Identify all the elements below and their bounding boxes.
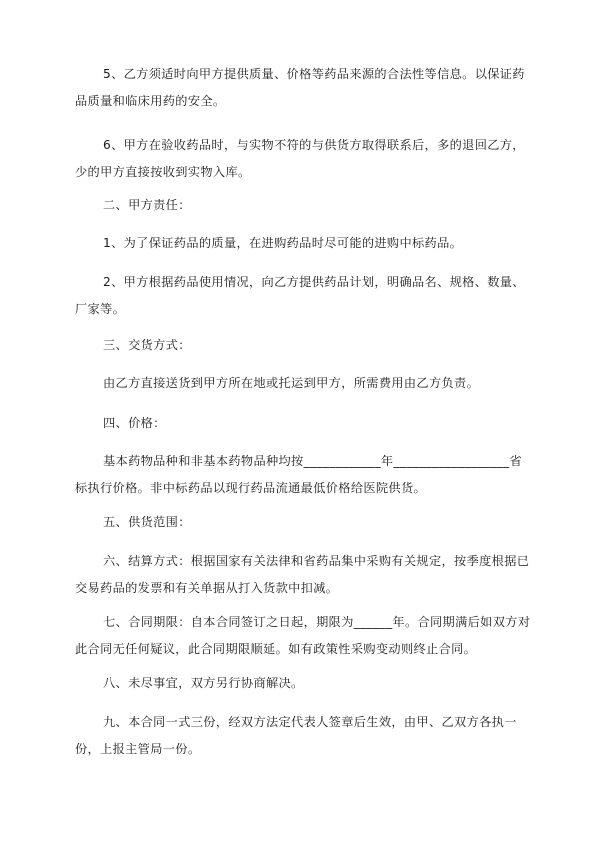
- clause-6-inspection: 6、甲方在验收药品时，与实物不符的与供货方取得联系后，多的退回乙方，少的甲方直接按收到实物入库。: [75, 138, 525, 179]
- section-heading-party-a-duties: 二、甲方责任：: [103, 198, 191, 212]
- clause-copies: 九、本合同一式三份，经双方法定代表人签章后生效，由甲、乙双方各执一份，上报主管局一份。: [75, 715, 517, 756]
- clause-contract-term: 七、合同期限：自本合同签订之日起，期限为______年。合同期满后如双方对此合同无任何疑议，此合同期限顺延。如有政策性采购变动则终止合同。: [75, 615, 531, 656]
- clause-price: 基本药物品种和非基本药物品种均按____________年__________________省标执行价格。非中标药品以现行药品流通最低价格给医院供货。: [75, 454, 522, 495]
- section-heading-supply-scope: 五、供货范围：: [103, 515, 191, 529]
- clause-unresolved-matters: 八、未尽事宜，双方另行协商解决。: [103, 676, 304, 690]
- clause-delivery-method: 由乙方直接送货到甲方所在地或托运到甲方，所需费用由乙方负责。: [103, 376, 480, 390]
- clause-5-supplier-info: 5、乙方须适时向甲方提供质量、价格等药品来源的合法性等信息。以保证药品质量和临床用药的安全。: [75, 67, 525, 108]
- clause-a2-plan: 2、甲方根据药品使用情况，向乙方提供药品计划，明确品名、规格、数量、厂家等。: [75, 275, 525, 316]
- section-heading-delivery: 三、交货方式：: [103, 338, 191, 352]
- section-heading-price: 四、价格：: [103, 416, 166, 430]
- clause-settlement: 六、结算方式：根据国家有关法律和省药品集中采购有关规定，按季度根据已交易药品的发票和有关单据从打入货款中扣减。: [75, 554, 530, 595]
- clause-a1-quality: 1、为了保证药品的质量，在进购药品时尽可能的进购中标药品。: [103, 236, 463, 250]
